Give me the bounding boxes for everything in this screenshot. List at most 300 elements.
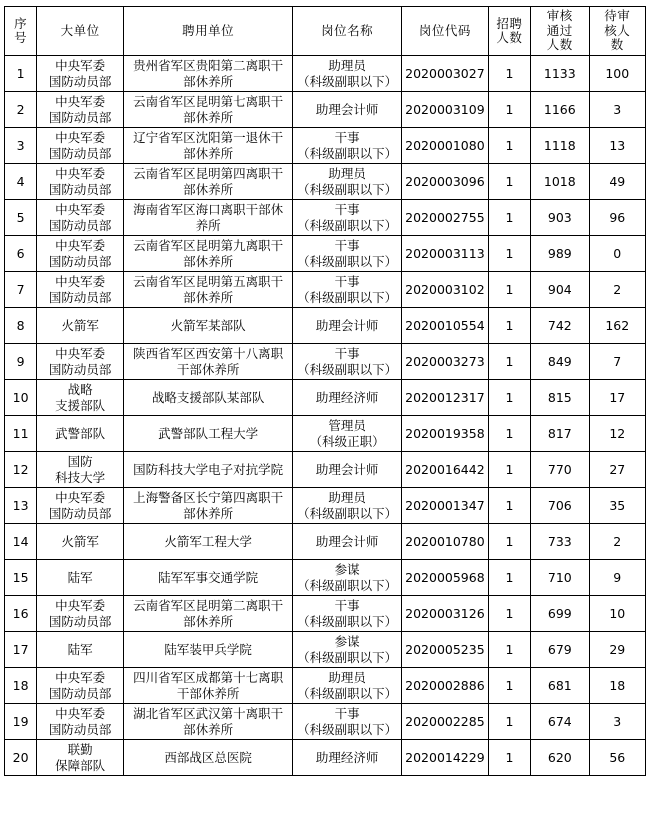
cell-pending-count: 35 xyxy=(589,488,645,524)
cell-pass-count: 674 xyxy=(531,704,589,740)
table-row xyxy=(5,92,646,128)
cell-post-name xyxy=(293,524,402,560)
cell-employ-unit-line: 陕西省军区西安第十八离职 xyxy=(133,346,284,362)
cell-pending-count: 10 xyxy=(589,596,645,632)
cell-big-unit-line: 国防动员部 xyxy=(48,685,112,701)
cell-big-unit-line: 中央军委 xyxy=(55,202,106,218)
cell-pending-count: 3 xyxy=(589,92,645,128)
cell-recruit-count: 1 xyxy=(488,56,530,92)
cell-post-name-line: 管理员 xyxy=(328,418,366,434)
cell-big-unit-line: 火箭军 xyxy=(61,533,99,549)
cell-pass-count: 699 xyxy=(531,596,589,632)
cell-employ-unit xyxy=(123,416,292,452)
cell-big-unit xyxy=(37,92,124,128)
cell-big-unit-line: 陆军 xyxy=(67,569,93,585)
cell-big-unit xyxy=(37,452,124,488)
cell-post-name xyxy=(293,128,402,164)
cell-employ-unit xyxy=(123,704,292,740)
table-body xyxy=(5,56,646,776)
cell-recruit-count: 1 xyxy=(488,416,530,452)
cell-post-name xyxy=(293,272,402,308)
header-row xyxy=(5,7,646,56)
cell-post-code: 2020002285 xyxy=(402,704,489,740)
column-header-pending-count xyxy=(589,7,645,56)
cell-pass-count: 710 xyxy=(531,560,589,596)
cell-seq: 12 xyxy=(5,452,37,488)
cell-post-name xyxy=(293,596,402,632)
cell-big-unit-line: 中央军委 xyxy=(55,238,106,254)
cell-pending-count: 2 xyxy=(589,524,645,560)
cell-recruit-count: 1 xyxy=(488,704,530,740)
cell-employ-unit xyxy=(123,452,292,488)
cell-pending-count: 13 xyxy=(589,128,645,164)
cell-seq: 3 xyxy=(5,128,37,164)
header-pass-line3: 人数 xyxy=(546,37,573,53)
cell-post-name-line: 干事 xyxy=(334,202,360,218)
cell-employ-unit-line: 部休养所 xyxy=(183,289,234,305)
cell-employ-unit-line: 上海警备区长宁第四离职干 xyxy=(133,490,284,506)
cell-big-unit xyxy=(37,524,124,560)
cell-post-name xyxy=(293,632,402,668)
cell-employ-unit-line: 火箭军工程大学 xyxy=(164,533,252,549)
cell-seq: 7 xyxy=(5,272,37,308)
cell-post-name-line: 干事 xyxy=(334,598,360,614)
cell-post-name-line: （科级副职以下） xyxy=(297,577,398,593)
cell-big-unit xyxy=(37,236,124,272)
table-row xyxy=(5,560,646,596)
cell-big-unit-line: 国防动员部 xyxy=(48,253,112,269)
cell-employ-unit-line: 国防科技大学电子对抗学院 xyxy=(133,461,284,477)
cell-post-code: 2020005235 xyxy=(402,632,489,668)
cell-post-name-line: （科级副职以下） xyxy=(297,289,398,305)
cell-seq: 18 xyxy=(5,668,37,704)
cell-pass-count: 904 xyxy=(531,272,589,308)
cell-recruit-count: 1 xyxy=(488,200,530,236)
cell-employ-unit xyxy=(123,488,292,524)
cell-big-unit-line: 联勤 xyxy=(67,742,93,758)
cell-post-code: 2020003027 xyxy=(402,56,489,92)
cell-employ-unit-line: 海南省军区海口离职干部休 xyxy=(133,202,284,218)
cell-pass-count: 706 xyxy=(531,488,589,524)
cell-pass-count: 903 xyxy=(531,200,589,236)
cell-recruit-count: 1 xyxy=(488,740,530,776)
cell-employ-unit xyxy=(123,668,292,704)
cell-pass-count: 817 xyxy=(531,416,589,452)
cell-pass-count: 681 xyxy=(531,668,589,704)
cell-big-unit xyxy=(37,416,124,452)
cell-employ-unit xyxy=(123,344,292,380)
header-recruit-line1: 招聘 xyxy=(496,15,523,31)
cell-seq: 4 xyxy=(5,164,37,200)
cell-recruit-count: 1 xyxy=(488,632,530,668)
column-header-post-name: 岗位名称 xyxy=(293,7,402,56)
cell-post-code: 2020001080 xyxy=(402,128,489,164)
cell-post-name-line: 干事 xyxy=(334,238,360,254)
cell-pending-count: 27 xyxy=(589,452,645,488)
cell-post-code: 2020003096 xyxy=(402,164,489,200)
cell-seq: 10 xyxy=(5,380,37,416)
cell-employ-unit-line: 陆军军事交通学院 xyxy=(158,569,259,585)
cell-pending-count: 9 xyxy=(589,560,645,596)
cell-big-unit xyxy=(37,596,124,632)
cell-post-name xyxy=(293,452,402,488)
cell-big-unit-line: 中央军委 xyxy=(55,490,106,506)
cell-employ-unit-line: 部休养所 xyxy=(183,253,234,269)
cell-post-name xyxy=(293,380,402,416)
cell-pending-count: 2 xyxy=(589,272,645,308)
cell-employ-unit xyxy=(123,560,292,596)
cell-big-unit-line: 国防动员部 xyxy=(48,73,112,89)
cell-post-name-line: （科级副职以下） xyxy=(297,505,398,521)
cell-post-name-line: （科级正职） xyxy=(309,433,385,449)
cell-seq: 16 xyxy=(5,596,37,632)
cell-big-unit-line: 国防动员部 xyxy=(48,613,112,629)
cell-employ-unit xyxy=(123,380,292,416)
cell-recruit-count: 1 xyxy=(488,380,530,416)
cell-post-name-line: 助理员 xyxy=(328,166,366,182)
table-row xyxy=(5,416,646,452)
cell-recruit-count: 1 xyxy=(488,560,530,596)
cell-pending-count: 96 xyxy=(589,200,645,236)
cell-post-code: 2020002886 xyxy=(402,668,489,704)
cell-post-code: 2020016442 xyxy=(402,452,489,488)
table-row xyxy=(5,740,646,776)
header-pass-line2: 通过 xyxy=(546,22,573,38)
cell-recruit-count: 1 xyxy=(488,488,530,524)
cell-seq: 13 xyxy=(5,488,37,524)
table-header xyxy=(5,7,646,56)
column-header-seq xyxy=(5,7,37,56)
cell-big-unit-line: 支援部队 xyxy=(55,397,106,413)
cell-post-code: 2020010780 xyxy=(402,524,489,560)
table-row xyxy=(5,344,646,380)
cell-post-name-line: （科级副职以下） xyxy=(297,361,398,377)
cell-post-name xyxy=(293,236,402,272)
cell-post-name xyxy=(293,488,402,524)
cell-post-code: 2020002755 xyxy=(402,200,489,236)
cell-employ-unit-line: 云南省军区昆明第七离职干 xyxy=(133,94,284,110)
table-row xyxy=(5,164,646,200)
cell-recruit-count: 1 xyxy=(488,164,530,200)
cell-employ-unit xyxy=(123,56,292,92)
cell-employ-unit-line: 云南省军区昆明第四离职干 xyxy=(133,166,284,182)
cell-recruit-count: 1 xyxy=(488,596,530,632)
cell-big-unit-line: 中央军委 xyxy=(55,598,106,614)
cell-big-unit-line: 国防动员部 xyxy=(48,505,112,521)
cell-pass-count: 815 xyxy=(531,380,589,416)
cell-employ-unit-line: 陆军装甲兵学院 xyxy=(164,641,252,657)
cell-seq: 6 xyxy=(5,236,37,272)
cell-big-unit-line: 中央军委 xyxy=(55,670,106,686)
cell-big-unit xyxy=(37,128,124,164)
cell-big-unit xyxy=(37,56,124,92)
cell-employ-unit-line: 火箭军某部队 xyxy=(170,317,246,333)
table-row xyxy=(5,524,646,560)
cell-post-code: 2020012317 xyxy=(402,380,489,416)
header-seq-line2: 号 xyxy=(14,30,28,45)
cell-post-code: 2020003113 xyxy=(402,236,489,272)
cell-post-name-line: 助理经济师 xyxy=(315,749,379,765)
table-row xyxy=(5,380,646,416)
cell-recruit-count: 1 xyxy=(488,668,530,704)
column-header-big-unit: 大单位 xyxy=(37,7,124,56)
cell-employ-unit-line: 干部休养所 xyxy=(176,361,240,377)
cell-post-name-line: （科级副职以下） xyxy=(297,649,398,665)
cell-post-name xyxy=(293,560,402,596)
cell-pending-count: 17 xyxy=(589,380,645,416)
cell-employ-unit-line: 武警部队工程大学 xyxy=(158,425,259,441)
table-row xyxy=(5,200,646,236)
cell-post-code: 2020001347 xyxy=(402,488,489,524)
cell-pass-count: 742 xyxy=(531,308,589,344)
cell-employ-unit xyxy=(123,128,292,164)
cell-post-code: 2020019358 xyxy=(402,416,489,452)
cell-employ-unit-line: 部休养所 xyxy=(183,109,234,125)
cell-post-name-line: 助理员 xyxy=(328,490,366,506)
table-row xyxy=(5,308,646,344)
cell-employ-unit xyxy=(123,164,292,200)
cell-post-name-line: 助理员 xyxy=(328,670,366,686)
cell-pass-count: 733 xyxy=(531,524,589,560)
cell-post-code: 2020014229 xyxy=(402,740,489,776)
cell-recruit-count: 1 xyxy=(488,308,530,344)
cell-big-unit-line: 国防 xyxy=(67,454,93,470)
cell-recruit-count: 1 xyxy=(488,524,530,560)
cell-employ-unit xyxy=(123,740,292,776)
cell-pass-count: 679 xyxy=(531,632,589,668)
cell-post-name xyxy=(293,56,402,92)
cell-employ-unit-line: 战略支援部队某部队 xyxy=(151,389,265,405)
cell-employ-unit xyxy=(123,632,292,668)
cell-big-unit-line: 中央军委 xyxy=(55,706,106,722)
cell-big-unit xyxy=(37,308,124,344)
cell-seq: 14 xyxy=(5,524,37,560)
cell-post-name-line: （科级副职以下） xyxy=(297,217,398,233)
cell-employ-unit xyxy=(123,596,292,632)
cell-big-unit-line: 国防动员部 xyxy=(48,145,112,161)
table-row xyxy=(5,632,646,668)
cell-big-unit-line: 科技大学 xyxy=(55,469,106,485)
cell-employ-unit-line: 辽宁省军区沈阳第一退休干 xyxy=(133,130,284,146)
cell-post-name-line: （科级副职以下） xyxy=(297,685,398,701)
cell-post-name xyxy=(293,416,402,452)
cell-big-unit xyxy=(37,380,124,416)
cell-big-unit-line: 武警部队 xyxy=(55,425,106,441)
cell-recruit-count: 1 xyxy=(488,92,530,128)
cell-post-name-line: （科级副职以下） xyxy=(297,145,398,161)
cell-employ-unit-line: 部休养所 xyxy=(183,181,234,197)
cell-pass-count: 1166 xyxy=(531,92,589,128)
cell-employ-unit xyxy=(123,92,292,128)
cell-employ-unit-line: 部休养所 xyxy=(183,721,234,737)
cell-big-unit-line: 中央军委 xyxy=(55,58,106,74)
cell-pending-count: 0 xyxy=(589,236,645,272)
cell-post-name xyxy=(293,308,402,344)
cell-big-unit-line: 保障部队 xyxy=(55,757,106,773)
cell-pending-count: 56 xyxy=(589,740,645,776)
table-row xyxy=(5,704,646,740)
cell-employ-unit xyxy=(123,308,292,344)
cell-pass-count: 989 xyxy=(531,236,589,272)
cell-big-unit-line: 中央军委 xyxy=(55,130,106,146)
cell-big-unit-line: 国防动员部 xyxy=(48,721,112,737)
cell-pass-count: 849 xyxy=(531,344,589,380)
cell-employ-unit-line: 部休养所 xyxy=(183,73,234,89)
cell-post-name-line: 干事 xyxy=(334,706,360,722)
cell-big-unit xyxy=(37,272,124,308)
cell-post-name-line: 参谋 xyxy=(334,562,360,578)
header-pending-line2: 核人 xyxy=(604,22,631,38)
cell-pass-count: 1118 xyxy=(531,128,589,164)
cell-employ-unit-line: 湖北省军区武汉第十离职干 xyxy=(133,706,284,722)
cell-big-unit xyxy=(37,488,124,524)
cell-pending-count: 29 xyxy=(589,632,645,668)
cell-employ-unit xyxy=(123,200,292,236)
cell-big-unit-line: 国防动员部 xyxy=(48,217,112,233)
table-row xyxy=(5,272,646,308)
cell-pending-count: 162 xyxy=(589,308,645,344)
header-seq-line1: 序 xyxy=(14,15,28,31)
cell-big-unit xyxy=(37,740,124,776)
cell-seq: 2 xyxy=(5,92,37,128)
cell-big-unit-line: 中央军委 xyxy=(55,166,106,182)
cell-post-name-line: 助理会计师 xyxy=(315,317,379,333)
cell-post-name-line: 干事 xyxy=(334,130,360,146)
column-header-recruit-count xyxy=(488,7,530,56)
column-header-post-code: 岗位代码 xyxy=(402,7,489,56)
cell-employ-unit-line: 部休养所 xyxy=(183,505,234,521)
cell-employ-unit-line: 四川省军区成都第十七离职 xyxy=(133,670,284,686)
cell-seq: 5 xyxy=(5,200,37,236)
cell-recruit-count: 1 xyxy=(488,272,530,308)
cell-big-unit-line: 中央军委 xyxy=(55,274,106,290)
cell-employ-unit-line: 云南省军区昆明第九离职干 xyxy=(133,238,284,254)
column-header-employ-unit: 聘用单位 xyxy=(123,7,292,56)
cell-seq: 19 xyxy=(5,704,37,740)
cell-employ-unit-line: 部休养所 xyxy=(183,613,234,629)
cell-post-name xyxy=(293,344,402,380)
column-header-pass-count xyxy=(531,7,589,56)
cell-pass-count: 620 xyxy=(531,740,589,776)
cell-employ-unit-line: 部休养所 xyxy=(183,145,234,161)
cell-post-name-line: （科级副职以下） xyxy=(297,721,398,737)
cell-post-name-line: 助理经济师 xyxy=(315,389,379,405)
cell-big-unit xyxy=(37,632,124,668)
cell-post-name-line: 助理员 xyxy=(328,58,366,74)
header-recruit-line2: 人数 xyxy=(496,30,523,45)
cell-seq: 1 xyxy=(5,56,37,92)
cell-post-code: 2020003126 xyxy=(402,596,489,632)
cell-employ-unit xyxy=(123,272,292,308)
cell-post-code: 2020003102 xyxy=(402,272,489,308)
header-pending-line3: 数 xyxy=(610,37,624,53)
table-row xyxy=(5,452,646,488)
header-pending-line1: 待审 xyxy=(604,8,631,24)
cell-post-name xyxy=(293,92,402,128)
cell-employ-unit-line: 西部战区总医院 xyxy=(164,749,252,765)
cell-big-unit xyxy=(37,668,124,704)
cell-employ-unit-line: 云南省军区昆明第二离职干 xyxy=(133,598,284,614)
cell-post-name-line: （科级副职以下） xyxy=(297,181,398,197)
cell-post-name xyxy=(293,164,402,200)
cell-post-name xyxy=(293,704,402,740)
cell-recruit-count: 1 xyxy=(488,452,530,488)
cell-employ-unit-line: 养所 xyxy=(195,217,221,233)
table-row xyxy=(5,236,646,272)
cell-post-name xyxy=(293,668,402,704)
table-row xyxy=(5,128,646,164)
cell-big-unit-line: 战略 xyxy=(67,382,93,398)
cell-big-unit xyxy=(37,200,124,236)
cell-big-unit-line: 国防动员部 xyxy=(48,289,112,305)
cell-pass-count: 770 xyxy=(531,452,589,488)
cell-pending-count: 7 xyxy=(589,344,645,380)
cell-post-name-line: （科级副职以下） xyxy=(297,613,398,629)
table-row xyxy=(5,56,646,92)
cell-employ-unit xyxy=(123,236,292,272)
cell-post-name-line: （科级副职以下） xyxy=(297,253,398,269)
cell-big-unit xyxy=(37,704,124,740)
cell-employ-unit-line: 云南省军区昆明第五离职干 xyxy=(133,274,284,290)
cell-seq: 20 xyxy=(5,740,37,776)
cell-big-unit-line: 中央军委 xyxy=(55,346,106,362)
cell-post-name xyxy=(293,200,402,236)
cell-seq: 8 xyxy=(5,308,37,344)
cell-post-name xyxy=(293,740,402,776)
cell-post-name-line: 助理会计师 xyxy=(315,101,379,117)
header-pass-line1: 审核 xyxy=(546,8,573,24)
cell-pending-count: 49 xyxy=(589,164,645,200)
cell-big-unit-line: 陆军 xyxy=(67,641,93,657)
table-row xyxy=(5,596,646,632)
cell-big-unit-line: 国防动员部 xyxy=(48,181,112,197)
cell-recruit-count: 1 xyxy=(488,128,530,164)
cell-pending-count: 18 xyxy=(589,668,645,704)
cell-post-code: 2020003273 xyxy=(402,344,489,380)
cell-big-unit xyxy=(37,560,124,596)
cell-big-unit xyxy=(37,164,124,200)
cell-post-name-line: 助理会计师 xyxy=(315,533,379,549)
cell-post-name-line: 干事 xyxy=(334,274,360,290)
cell-big-unit-line: 中央军委 xyxy=(55,94,106,110)
cell-employ-unit xyxy=(123,524,292,560)
cell-post-name-line: 参谋 xyxy=(334,634,360,650)
table-row xyxy=(5,488,646,524)
cell-employ-unit-line: 干部休养所 xyxy=(176,685,240,701)
cell-recruit-count: 1 xyxy=(488,344,530,380)
cell-pending-count: 100 xyxy=(589,56,645,92)
cell-post-name-line: 助理会计师 xyxy=(315,461,379,477)
recruitment-table xyxy=(4,6,646,776)
cell-seq: 17 xyxy=(5,632,37,668)
cell-big-unit-line: 国防动员部 xyxy=(48,109,112,125)
cell-post-name-line: 干事 xyxy=(334,346,360,362)
cell-post-name-line: （科级副职以下） xyxy=(297,73,398,89)
cell-post-code: 2020010554 xyxy=(402,308,489,344)
cell-seq: 15 xyxy=(5,560,37,596)
cell-big-unit-line: 火箭军 xyxy=(61,317,99,333)
cell-seq: 11 xyxy=(5,416,37,452)
cell-big-unit-line: 国防动员部 xyxy=(48,361,112,377)
cell-seq: 9 xyxy=(5,344,37,380)
cell-big-unit xyxy=(37,344,124,380)
cell-pass-count: 1133 xyxy=(531,56,589,92)
cell-recruit-count: 1 xyxy=(488,236,530,272)
cell-pending-count: 12 xyxy=(589,416,645,452)
cell-employ-unit-line: 贵州省军区贵阳第二离职干 xyxy=(133,58,284,74)
cell-post-code: 2020005968 xyxy=(402,560,489,596)
cell-pending-count: 3 xyxy=(589,704,645,740)
